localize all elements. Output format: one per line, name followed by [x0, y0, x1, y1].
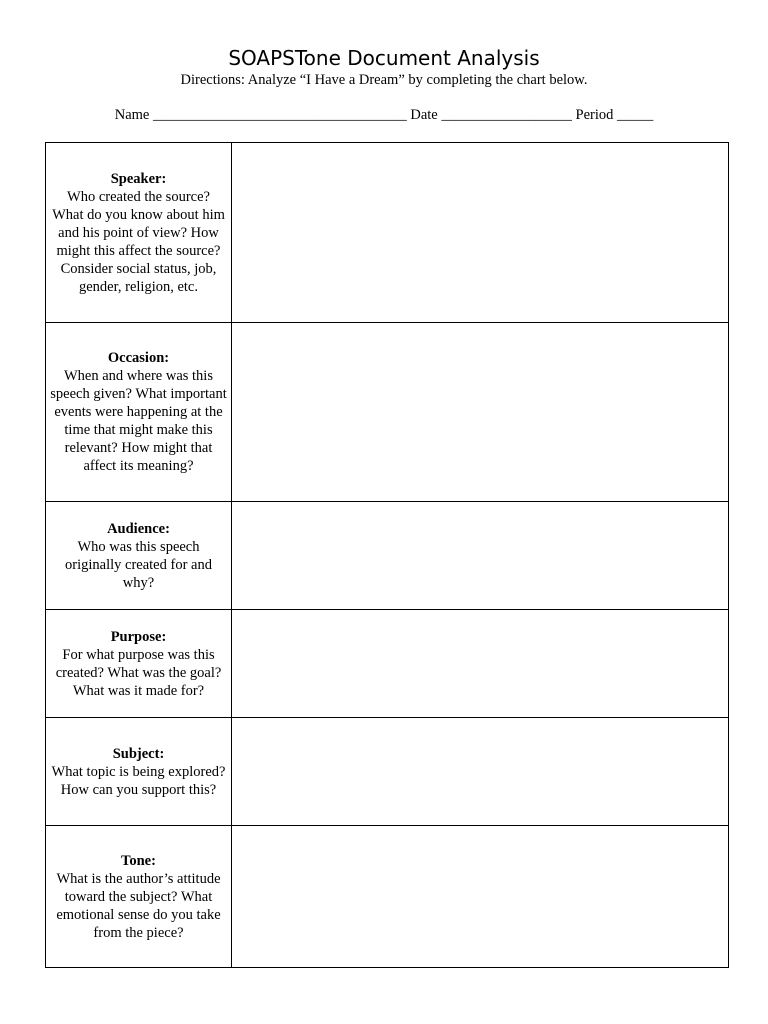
prompt-question: For what purpose was this created? What was the goal? What was it made for? — [55, 646, 222, 699]
prompt-question: When and where was this speech given? What important events were happening at the time that might make this relevant? How might that affect its meaning? — [50, 368, 227, 474]
prompt-cell — [46, 826, 232, 967]
table-row-audience — [46, 502, 728, 610]
table-row-purpose — [46, 610, 728, 718]
prompt-label: Occasion: — [107, 350, 170, 366]
prompt-label: Speaker: — [110, 170, 167, 187]
page-title: SOAPSTone Document Analysis — [228, 46, 540, 70]
date-blank[interactable]: __________________ — [441, 107, 572, 123]
prompt-label: Audience: — [107, 520, 170, 537]
prompt-cell — [46, 143, 232, 322]
table-row-speaker — [46, 143, 728, 323]
answer-cell-audience[interactable] — [232, 502, 728, 609]
table-row-tone — [46, 826, 728, 967]
prompt-question: Who was this speech originally created for and why? — [65, 538, 212, 591]
prompt-cell — [46, 323, 232, 501]
student-info-line — [0, 105, 768, 125]
answer-cell-subject[interactable] — [232, 718, 728, 825]
prompt-question: What is the author’s attitude toward the subject? What emotional sense do you take from the piece? — [56, 870, 221, 941]
period-label: Period — [575, 107, 614, 123]
soapstone-table — [45, 142, 729, 968]
table-row-occasion — [46, 323, 728, 502]
name-label: Name — [114, 107, 150, 123]
prompt-cell — [46, 718, 232, 825]
prompt-label: Tone: — [121, 852, 156, 869]
table-row-subject — [46, 718, 728, 826]
prompt-label: Subject: — [112, 745, 165, 762]
prompt-label: Purpose: — [110, 628, 167, 645]
prompt-cell — [46, 610, 232, 717]
prompt-question: Who created the source? What do you know about him and his point of view? How might this affect the source? Consider social status, job, gender, religion, etc. — [52, 188, 225, 295]
date-label: Date — [410, 107, 438, 123]
prompt-cell — [46, 502, 232, 609]
answer-cell-occasion[interactable] — [232, 323, 728, 501]
answer-cell-tone[interactable] — [232, 826, 728, 967]
answer-cell-purpose[interactable] — [232, 610, 728, 717]
period-blank[interactable]: _____ — [616, 107, 654, 123]
name-blank[interactable]: ___________________________________ — [153, 107, 407, 123]
answer-cell-speaker[interactable] — [232, 143, 728, 322]
directions-text: Directions: Analyze “I Have a Dream” by completing the chart below. — [180, 72, 588, 88]
prompt-question: What topic is being explored? How can you support this? — [51, 763, 226, 798]
